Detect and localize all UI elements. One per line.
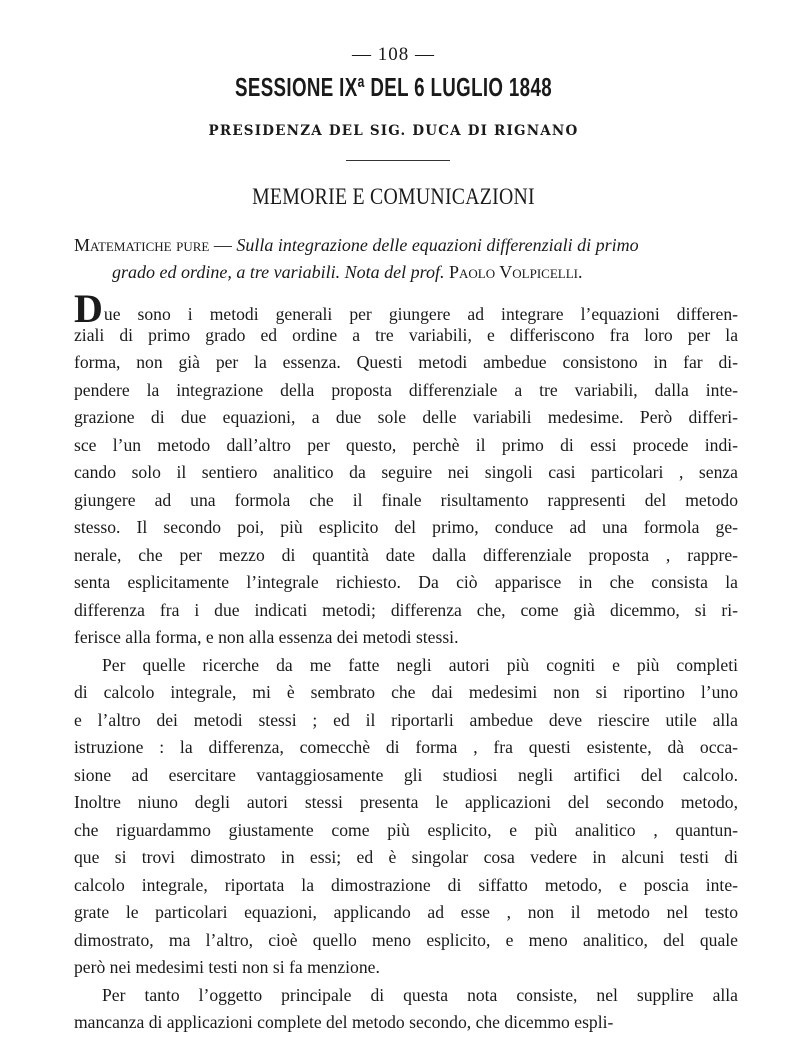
article-category: Matematiche pure [74,235,210,255]
text-line-content: forma, non già per la essenza. Questi metodi ambedue consistono in far di- [74,352,738,372]
text-line [74,569,738,597]
text-line-content: ferisce alla forma, e non alla essenza dei metodi stessi. [74,627,459,647]
text-line [74,459,738,487]
section-title: MEMORIE E COMUNICAZIONI [252,184,535,209]
text-line [74,542,738,570]
text-line-content: che riguardammo giustamente come più esplicito, e più analitico , quantun- [74,819,738,840]
presidency-line: PRESIDENZA DEL SIG. DUCA DI RIGNANO [208,123,579,139]
text-line-content: però nei medesimi testi non si fa menzione. [74,957,380,977]
text-line-content: e l’altro dei metodi stessi ; ed il riportarli ambedue deve riescire utile alla [74,709,738,730]
text-line [74,679,738,707]
article-header [74,232,744,286]
session-title: SESSIONE IXª DEL 6 LUGLIO 1848 [234,72,553,102]
text-line-content: mancanza di applicazioni complete del metodo secondo, che dicemmo espli- [74,1012,614,1032]
separator-rule [346,160,450,161]
text-line [74,762,738,790]
text-line-content: Per tanto l’oggetto principale di questa nota consiste, nel supplire alla [102,984,738,1005]
text-line-content: sione ad esercitare vantaggiosamente gli studiosi negli artifici del calcolo. [74,764,738,785]
text-line [74,624,738,652]
text-line-content: giungere ad una formola che il finale risultamento rappresenti del metodo [74,489,738,510]
article-title-part2: grado ed ordine, a tre variabili. Nota del prof. [112,262,445,282]
text-line-content: sce l’un metodo dall’altro per questo, perchè il primo di essi procede indi- [74,434,738,455]
text-line [74,982,738,1010]
text-line [74,872,738,900]
text-line-content: senta esplicitamente l’integrale richiesto. Da ciò apparisce in che consista la [74,572,738,592]
text-line [74,404,738,432]
text-line-content: dimostrato, ma l’altro, cioè quello meno esplicito, e meno analitico, del quale [74,929,738,950]
text-line [74,349,738,377]
text-line-content: que si trovi dimostrato in essi; ed è singolar cosa vedere in alcuni testi di [74,847,738,867]
text-line-content: ziali di primo grado ed ordine a tre variabili, e differiscono fra loro per la [74,324,738,345]
text-line-content: calcolo integrale, riportata la dimostrazione di siffatto metodo, e poscia inte- [74,874,738,895]
text-line [74,487,738,515]
text-line-content: Per quelle ricerche da me fatte negli autori più cogniti e più completi [102,654,738,675]
text-line [74,927,738,955]
text-line [74,817,738,845]
text-line-content: di calcolo integrale, mi è sembrato che dai medesimi non si riportino l’uno [74,682,738,702]
paragraph [74,982,738,1037]
text-line [74,377,738,405]
text-line [74,844,738,872]
text-line-content: istruzione : la differenza, comecchè di forma , fra questi esistente, dà occa- [74,737,738,757]
text-line [74,597,738,625]
text-line [74,707,738,735]
text-line [74,789,738,817]
body-text [74,286,738,1037]
text-line-content: stesso. Il secondo poi, più esplicito del primo, conduce ad una formola ge- [74,517,738,537]
text-line [74,734,738,762]
text-line [74,899,738,927]
text-line-content: cando solo il sentiero analitico da seguire nei singoli casi particolari , senza [74,462,738,482]
text-line-content: grate le particolari equazioni, applicando ad esse , non il metodo nel testo [74,902,738,922]
paragraph [74,286,738,652]
text-line-content: pendere la integrazione della proposta differenziale a tre variabili, dalla inte- [74,379,738,400]
text-line [74,514,738,542]
text-line-content: ue sono i metodi generali per giungere ad integrare l’equazioni differen- [103,304,738,324]
text-line-content: Inoltre niuno degli autori stessi presenta le applicazioni del secondo metodo, [74,792,738,812]
text-line [74,1009,738,1037]
drop-cap: D [74,286,103,331]
text-line [74,322,738,350]
text-line-content: nerale, che per mezzo di quantità date dalla differenziale proposta , rappre- [74,544,738,565]
page-number: — 108 — [352,44,435,65]
paragraph [74,652,738,982]
text-line-content: differenza fra i due indicati metodi; differenza che, come già dicemmo, si ri- [74,599,738,620]
text-line [74,432,738,460]
article-title-part1: Sulla integrazione delle equazioni differenziali di primo [236,235,639,255]
text-line-content: grazione di due equazioni, a due sole delle variabili medesime. Però differi- [74,407,738,427]
text-line [74,652,738,680]
article-author: Paolo Volpicelli. [448,262,583,282]
text-line [74,954,738,982]
text-line [74,286,738,331]
article-dash: — [209,235,237,255]
